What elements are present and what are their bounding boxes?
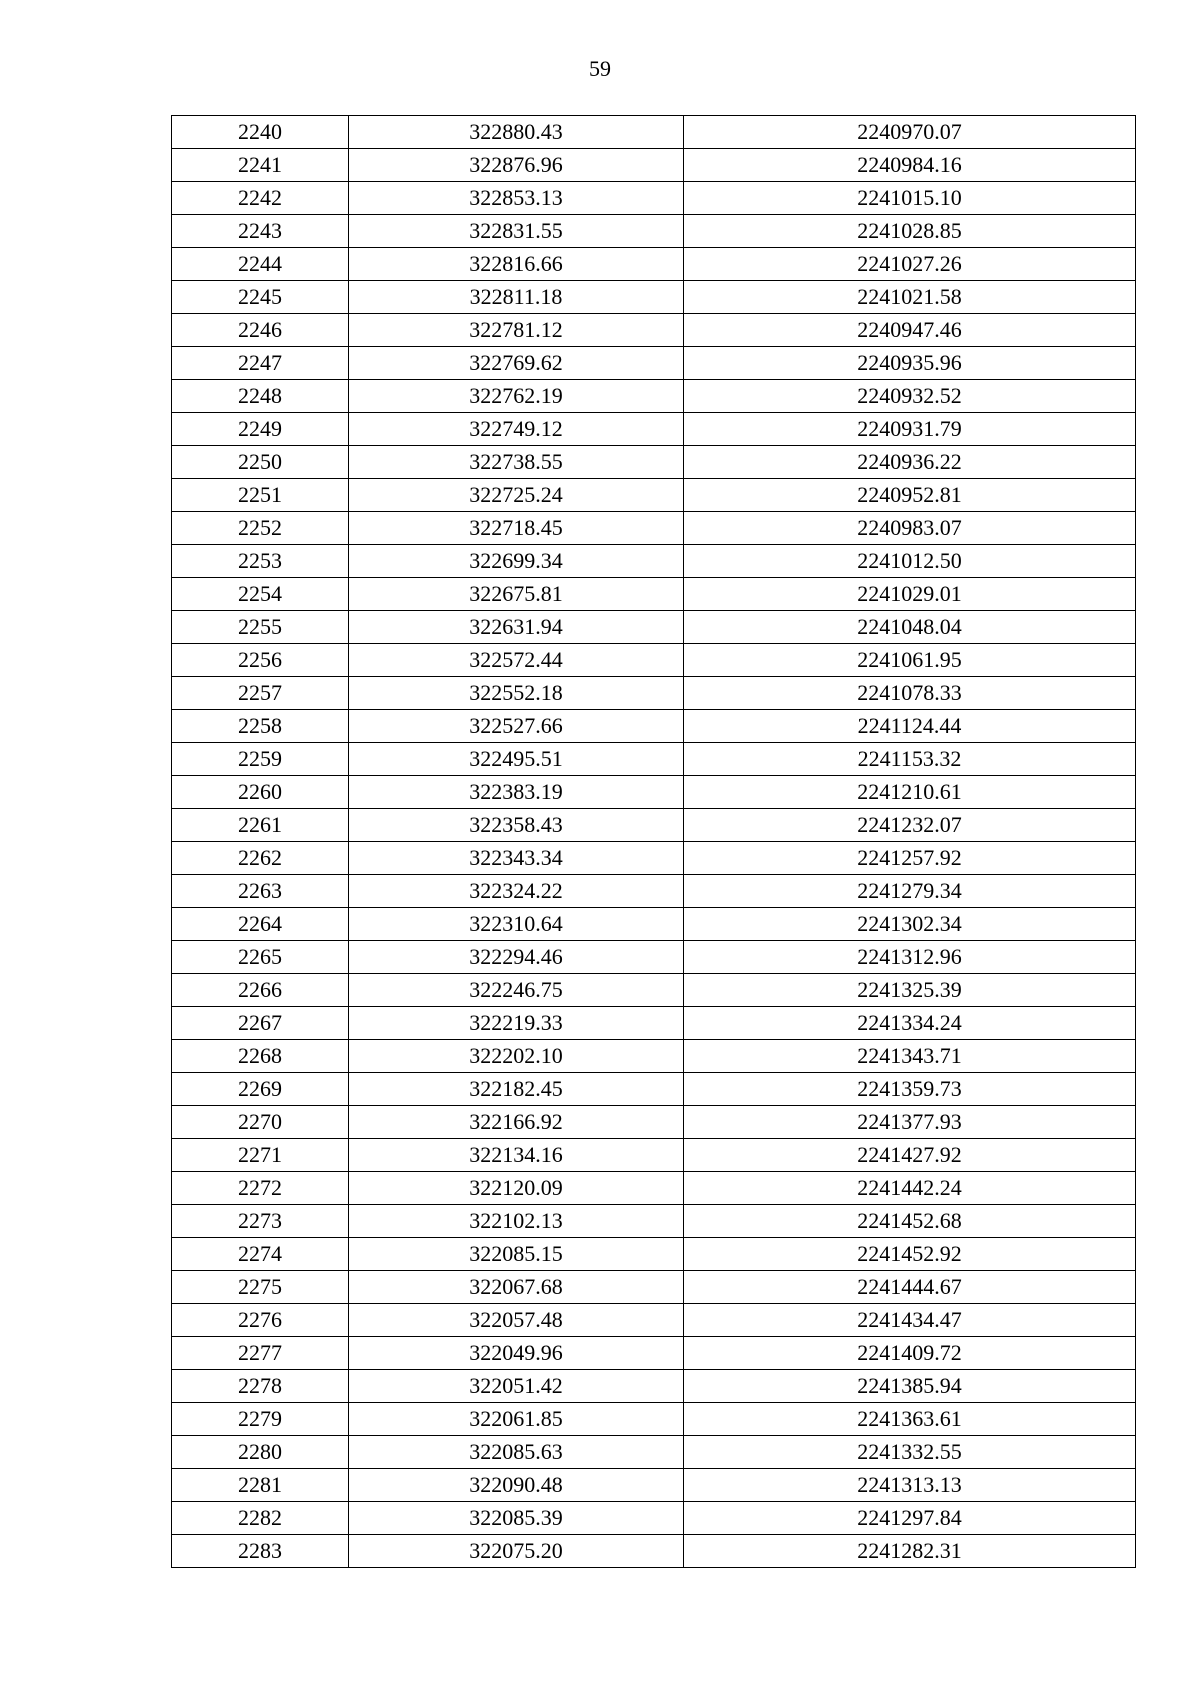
x-coordinate-cell: 322085.63	[349, 1436, 684, 1469]
x-coordinate-cell: 322358.43	[349, 809, 684, 842]
point-number-cell: 2260	[172, 776, 349, 809]
point-number-cell: 2262	[172, 842, 349, 875]
table-row	[172, 875, 1136, 908]
y-coordinate-cell: 2241363.61	[684, 1403, 1136, 1436]
y-coordinate-cell: 2240983.07	[684, 512, 1136, 545]
y-coordinate-cell: 2240936.22	[684, 446, 1136, 479]
y-coordinate-cell: 2240952.81	[684, 479, 1136, 512]
x-coordinate-cell: 322102.13	[349, 1205, 684, 1238]
x-coordinate-cell: 322675.81	[349, 578, 684, 611]
point-number-cell: 2244	[172, 248, 349, 281]
y-coordinate-cell: 2240984.16	[684, 149, 1136, 182]
table-row	[172, 116, 1136, 149]
table-row	[172, 710, 1136, 743]
table-row	[172, 1040, 1136, 1073]
table-row	[172, 776, 1136, 809]
table-row	[172, 1403, 1136, 1436]
table-row	[172, 446, 1136, 479]
table-row	[172, 215, 1136, 248]
table-row	[172, 1139, 1136, 1172]
table-row	[172, 644, 1136, 677]
x-coordinate-cell: 322051.42	[349, 1370, 684, 1403]
point-number-cell: 2267	[172, 1007, 349, 1040]
table-row	[172, 974, 1136, 1007]
x-coordinate-cell: 322202.10	[349, 1040, 684, 1073]
point-number-cell: 2245	[172, 281, 349, 314]
x-coordinate-cell: 322075.20	[349, 1535, 684, 1568]
x-coordinate-cell: 322085.15	[349, 1238, 684, 1271]
table-row	[172, 809, 1136, 842]
y-coordinate-cell: 2241452.92	[684, 1238, 1136, 1271]
y-coordinate-cell: 2241313.13	[684, 1469, 1136, 1502]
point-number-cell: 2241	[172, 149, 349, 182]
point-number-cell: 2252	[172, 512, 349, 545]
coordinates-table	[171, 115, 1136, 1568]
y-coordinate-cell: 2241124.44	[684, 710, 1136, 743]
y-coordinate-cell: 2241279.34	[684, 875, 1136, 908]
x-coordinate-cell: 322749.12	[349, 413, 684, 446]
table-row	[172, 347, 1136, 380]
y-coordinate-cell: 2241332.55	[684, 1436, 1136, 1469]
y-coordinate-cell: 2241015.10	[684, 182, 1136, 215]
point-number-cell: 2282	[172, 1502, 349, 1535]
point-number-cell: 2243	[172, 215, 349, 248]
y-coordinate-cell: 2241312.96	[684, 941, 1136, 974]
point-number-cell: 2248	[172, 380, 349, 413]
x-coordinate-cell: 322725.24	[349, 479, 684, 512]
point-number-cell: 2279	[172, 1403, 349, 1436]
x-coordinate-cell: 322769.62	[349, 347, 684, 380]
y-coordinate-cell: 2240932.52	[684, 380, 1136, 413]
table-row	[172, 1304, 1136, 1337]
y-coordinate-cell: 2241021.58	[684, 281, 1136, 314]
x-coordinate-cell: 322310.64	[349, 908, 684, 941]
y-coordinate-cell: 2241409.72	[684, 1337, 1136, 1370]
x-coordinate-cell: 322324.22	[349, 875, 684, 908]
point-number-cell: 2242	[172, 182, 349, 215]
x-coordinate-cell: 322219.33	[349, 1007, 684, 1040]
point-number-cell: 2247	[172, 347, 349, 380]
x-coordinate-cell: 322049.96	[349, 1337, 684, 1370]
x-coordinate-cell: 322876.96	[349, 149, 684, 182]
y-coordinate-cell: 2241297.84	[684, 1502, 1136, 1535]
table-row	[172, 182, 1136, 215]
point-number-cell: 2283	[172, 1535, 349, 1568]
y-coordinate-cell: 2241434.47	[684, 1304, 1136, 1337]
y-coordinate-cell: 2241027.26	[684, 248, 1136, 281]
y-coordinate-cell: 2241442.24	[684, 1172, 1136, 1205]
x-coordinate-cell: 322182.45	[349, 1073, 684, 1106]
x-coordinate-cell: 322831.55	[349, 215, 684, 248]
point-number-cell: 2277	[172, 1337, 349, 1370]
point-number-cell: 2264	[172, 908, 349, 941]
table-row	[172, 248, 1136, 281]
table-row	[172, 281, 1136, 314]
x-coordinate-cell: 322880.43	[349, 116, 684, 149]
table-row	[172, 941, 1136, 974]
x-coordinate-cell: 322495.51	[349, 743, 684, 776]
x-coordinate-cell: 322294.46	[349, 941, 684, 974]
point-number-cell: 2274	[172, 1238, 349, 1271]
table-row	[172, 1205, 1136, 1238]
y-coordinate-cell: 2241359.73	[684, 1073, 1136, 1106]
y-coordinate-cell: 2241343.71	[684, 1040, 1136, 1073]
y-coordinate-cell: 2241302.34	[684, 908, 1136, 941]
table-row	[172, 1238, 1136, 1271]
y-coordinate-cell: 2240947.46	[684, 314, 1136, 347]
point-number-cell: 2246	[172, 314, 349, 347]
point-number-cell: 2265	[172, 941, 349, 974]
x-coordinate-cell: 322067.68	[349, 1271, 684, 1304]
table-row	[172, 479, 1136, 512]
y-coordinate-cell: 2241257.92	[684, 842, 1136, 875]
y-coordinate-cell: 2241210.61	[684, 776, 1136, 809]
table-row	[172, 1073, 1136, 1106]
table-row	[172, 512, 1136, 545]
table-row	[172, 545, 1136, 578]
x-coordinate-cell: 322781.12	[349, 314, 684, 347]
table-row	[172, 842, 1136, 875]
point-number-cell: 2258	[172, 710, 349, 743]
point-number-cell: 2256	[172, 644, 349, 677]
y-coordinate-cell: 2241012.50	[684, 545, 1136, 578]
x-coordinate-cell: 322246.75	[349, 974, 684, 1007]
y-coordinate-cell: 2240935.96	[684, 347, 1136, 380]
point-number-cell: 2259	[172, 743, 349, 776]
x-coordinate-cell: 322631.94	[349, 611, 684, 644]
table-row	[172, 413, 1136, 446]
point-number-cell: 2263	[172, 875, 349, 908]
point-number-cell: 2257	[172, 677, 349, 710]
y-coordinate-cell: 2241334.24	[684, 1007, 1136, 1040]
point-number-cell: 2268	[172, 1040, 349, 1073]
point-number-cell: 2280	[172, 1436, 349, 1469]
x-coordinate-cell: 322061.85	[349, 1403, 684, 1436]
table-row	[172, 1271, 1136, 1304]
coordinates-table-body	[172, 116, 1136, 1568]
point-number-cell: 2269	[172, 1073, 349, 1106]
table-row	[172, 1172, 1136, 1205]
table-row	[172, 149, 1136, 182]
x-coordinate-cell: 322811.18	[349, 281, 684, 314]
y-coordinate-cell: 2241153.32	[684, 743, 1136, 776]
y-coordinate-cell: 2241325.39	[684, 974, 1136, 1007]
x-coordinate-cell: 322853.13	[349, 182, 684, 215]
table-row	[172, 578, 1136, 611]
table-row	[172, 1436, 1136, 1469]
point-number-cell: 2253	[172, 545, 349, 578]
point-number-cell: 2261	[172, 809, 349, 842]
point-number-cell: 2272	[172, 1172, 349, 1205]
point-number-cell: 2250	[172, 446, 349, 479]
x-coordinate-cell: 322134.16	[349, 1139, 684, 1172]
y-coordinate-cell: 2241061.95	[684, 644, 1136, 677]
table-row	[172, 743, 1136, 776]
y-coordinate-cell: 2241452.68	[684, 1205, 1136, 1238]
table-row	[172, 611, 1136, 644]
x-coordinate-cell: 322718.45	[349, 512, 684, 545]
y-coordinate-cell: 2241282.31	[684, 1535, 1136, 1568]
table-row	[172, 1337, 1136, 1370]
y-coordinate-cell: 2241427.92	[684, 1139, 1136, 1172]
point-number-cell: 2251	[172, 479, 349, 512]
table-row	[172, 1469, 1136, 1502]
table-row	[172, 314, 1136, 347]
table-row	[172, 1370, 1136, 1403]
point-number-cell: 2270	[172, 1106, 349, 1139]
point-number-cell: 2266	[172, 974, 349, 1007]
x-coordinate-cell: 322699.34	[349, 545, 684, 578]
x-coordinate-cell: 322343.34	[349, 842, 684, 875]
table-row	[172, 1106, 1136, 1139]
point-number-cell: 2255	[172, 611, 349, 644]
y-coordinate-cell: 2241232.07	[684, 809, 1136, 842]
x-coordinate-cell: 322738.55	[349, 446, 684, 479]
y-coordinate-cell: 2240970.07	[684, 116, 1136, 149]
point-number-cell: 2281	[172, 1469, 349, 1502]
x-coordinate-cell: 322090.48	[349, 1469, 684, 1502]
table-row	[172, 677, 1136, 710]
table-row	[172, 1502, 1136, 1535]
y-coordinate-cell: 2241048.04	[684, 611, 1136, 644]
x-coordinate-cell: 322816.66	[349, 248, 684, 281]
table-row	[172, 380, 1136, 413]
x-coordinate-cell: 322552.18	[349, 677, 684, 710]
point-number-cell: 2249	[172, 413, 349, 446]
x-coordinate-cell: 322085.39	[349, 1502, 684, 1535]
point-number-cell: 2278	[172, 1370, 349, 1403]
x-coordinate-cell: 322120.09	[349, 1172, 684, 1205]
table-row	[172, 908, 1136, 941]
x-coordinate-cell: 322057.48	[349, 1304, 684, 1337]
point-number-cell: 2275	[172, 1271, 349, 1304]
y-coordinate-cell: 2241377.93	[684, 1106, 1136, 1139]
y-coordinate-cell: 2241029.01	[684, 578, 1136, 611]
table-row	[172, 1007, 1136, 1040]
x-coordinate-cell: 322166.92	[349, 1106, 684, 1139]
y-coordinate-cell: 2241028.85	[684, 215, 1136, 248]
y-coordinate-cell: 2241385.94	[684, 1370, 1136, 1403]
y-coordinate-cell: 2241444.67	[684, 1271, 1136, 1304]
page-number: 59	[589, 56, 611, 81]
point-number-cell: 2271	[172, 1139, 349, 1172]
point-number-cell: 2254	[172, 578, 349, 611]
x-coordinate-cell: 322762.19	[349, 380, 684, 413]
x-coordinate-cell: 322383.19	[349, 776, 684, 809]
x-coordinate-cell: 322527.66	[349, 710, 684, 743]
table-row	[172, 1535, 1136, 1568]
y-coordinate-cell: 2241078.33	[684, 677, 1136, 710]
point-number-cell: 2273	[172, 1205, 349, 1238]
point-number-cell: 2276	[172, 1304, 349, 1337]
point-number-cell: 2240	[172, 116, 349, 149]
y-coordinate-cell: 2240931.79	[684, 413, 1136, 446]
x-coordinate-cell: 322572.44	[349, 644, 684, 677]
